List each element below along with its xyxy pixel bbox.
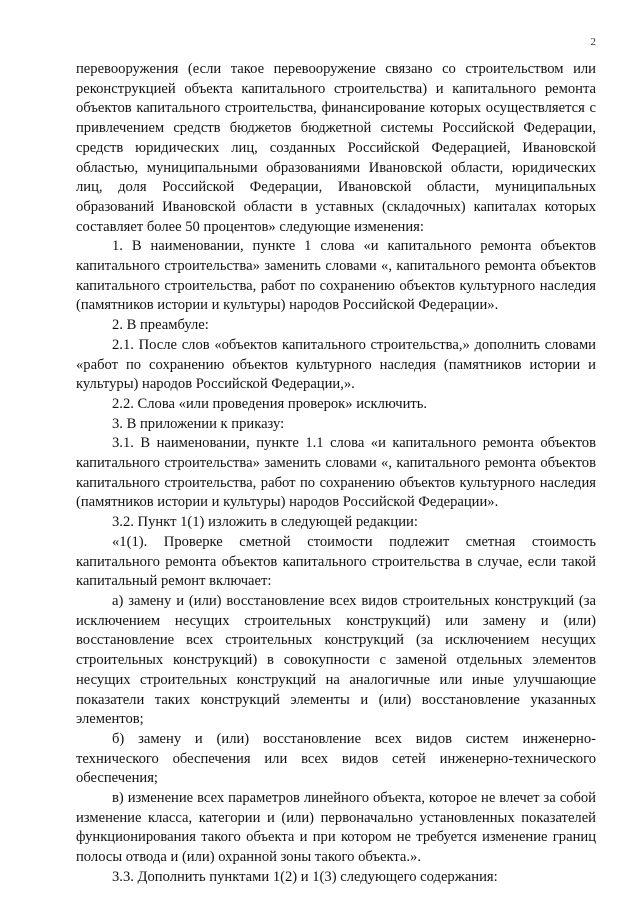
paragraph: 3.3. Дополнить пунктами 1(2) и 1(3) следующего содержания:: [112, 868, 498, 885]
paragraph: б) замену и (или) восстановление всех видов систем инженерно-технического обеспечения или всех видов сетей инженерно-технического обеспечения;: [76, 730, 596, 787]
paragraph: в) изменение всех параметров линейного объекта, которое не влечет за собой изменение класса, категории и (или) первоначально установленных показателей функционирования такого объекта и при котором не требуется изменение границ полосы отвода и (или) охранной зоны такого объекта.».: [76, 790, 596, 866]
paragraph: 1. В наименовании, пункте 1 слова «и капитального ремонта объектов капитального строительства» заменить словами «, капитального ремонта объектов капитального строительства, работ по сохранению объектов культурного наследия (памятников истории и культуры) народов Российской Федерации».: [76, 238, 596, 314]
document-body: [76, 60, 596, 888]
paragraph: 2. В преамбуле:: [112, 317, 209, 334]
paragraph: «1(1). Проверке сметной стоимости подлежит сметная стоимость капитального ремонта объектов капитального строительства в случае, если такой капитальный ремонт включает:: [76, 533, 596, 590]
paragraph: 2.2. Слова «или проведения проверок» исключить.: [112, 395, 428, 412]
paragraph: а) замену и (или) восстановление всех видов строительных конструкций (за исключением несущих строительных конструкций) или замену и (или) восстановление всех строительных конструкций (за исключением несущих строительных конструкций) в совокупности с заменой отдельных элементов несущих строительных конструкций на аналогичные или иные улучшающие показатели таких конструкций элементы и (или) восстановление указанных элементов;: [76, 592, 596, 728]
paragraph: 3.1. В наименовании, пункте 1.1 слова «и капитального ремонта объектов капитального строительства» заменить словами «, капитального ремонта объектов капитального строительства, работ по сохранению объектов культурного наследия (памятников истории и культуры) народов Российской Федерации».: [76, 435, 596, 511]
page-number: 2: [590, 36, 596, 48]
paragraph: 3.2. Пункт 1(1) изложить в следующей редакции:: [112, 514, 418, 531]
paragraph: перевооружения (если такое перевооружение связано со строительством или реконструкцией объекта капитального строительства) и капитального ремонта объектов капитального строительства, финансирование которых осуществляется с привлечением средств бюджетов бюджетной системы Российской Федерации, средств юридических лиц, созданных Российской Федерацией, Ивановской областью, муниципальными образованиями Ивановской области, юридических лиц, доля Российской Федерации, Ивановской области, муниципальных образований Ивановской области в уставных (складочных) капиталах которых составляет более 50 процентов» следующие изменения:: [76, 61, 596, 235]
paragraph: 2.1. После слов «объектов капитального строительства,» дополнить словами «работ по сохранению объектов культурного наследия (памятников истории и культуры) народов Российской Федерации,».: [76, 336, 596, 393]
paragraph: 3. В приложении к приказу:: [112, 415, 285, 432]
